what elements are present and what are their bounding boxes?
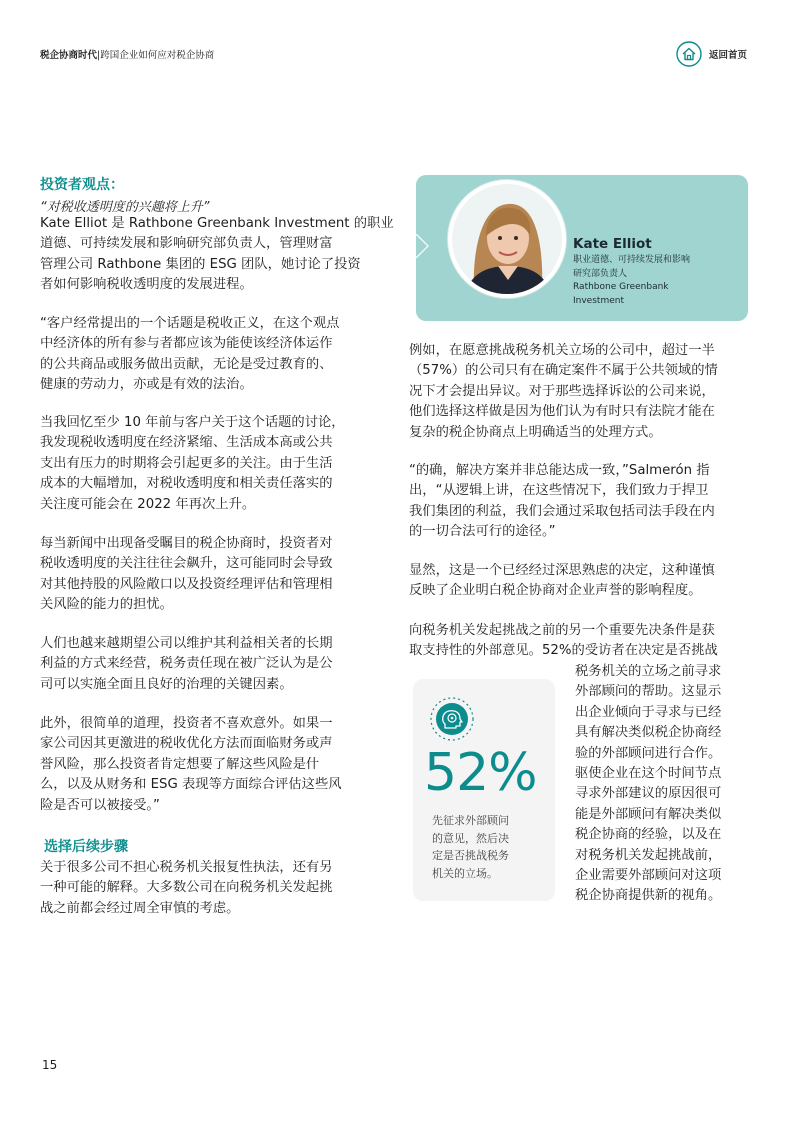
- right-wrap-text: 税务机关的立场之前寻求 外部顾问的帮助。这显示 出企业倾向于寻求与已经 具有解决类似税企协商经 验的外部顾问进行合作。 驱使企业在这个时间节点 寻求外部建议的原因很可 能是外部顾问有解决类似 税企协商的经验，以及在 对税务机关发起挑战前， 企业需要外部顾问对这项 税企协商提供新的视角。: [575, 664, 722, 904]
- stat-value: 52%: [424, 743, 537, 803]
- investor-paragraph-3: 当我回忆至少 10 年前与客户关于这个话题的讨论， 我发现税收透明度在经济紧缩、生活成本高或公共 支出有压力的时期将会引起更多的关注。由于生活 成本的大幅增加，对税收透明度和相关责任落实的 关注度可能会在 2022 年再次上升。: [40, 415, 345, 512]
- profile-name: Kate Elliot: [573, 236, 652, 252]
- investor-paragraph-4: 每当新闻中出现备受瞩目的税企协商时，投资者对 税收透明度的关注往往会飙升，这可能同时会导致 对其他持股的风险敞口以及投资经理评估和管理相 关风险的能力的担忧。: [40, 536, 333, 613]
- home-icon[interactable]: [676, 41, 702, 67]
- report-title: 税企协商时代: [40, 50, 98, 61]
- next-steps-heading: 选择后续步骤: [44, 839, 128, 855]
- home-link[interactable]: 返回首页: [709, 50, 748, 61]
- investor-paragraph-5: 人们也越来越期望公司以维护其利益相关者的长期 利益的方式来经营，税务责任现在被广泛认为是公 司可以实施全面且良好的治理的关键因素。: [40, 636, 333, 692]
- profile-role: 职业道德、可持续发展和影响 研究部负责人 Rathbone Greenbank Investment: [573, 255, 691, 306]
- investor-heading: 投资者观点：: [40, 177, 124, 193]
- investor-subtitle: “对税收透明度的兴趣将上升”: [40, 200, 210, 215]
- right-paragraph-3: 显然，这是一个已经经过深思熟虑的决定，这种谨慎 反映了企业明白税企协商对企业声誉的影响程度。: [409, 563, 715, 599]
- breadcrumb: [40, 47, 214, 61]
- head-target-icon: [428, 695, 474, 741]
- investor-paragraph-2: “客户经常提出的一个话题是税收正义，在这个观点 中经济体的所有参与者都应该为能使该经济体运作 的公共商品或服务做出贡献，无论是受过教育的、 健康的劳动力，亦或是有效的法治。: [40, 316, 340, 393]
- page-number: 15: [42, 1058, 58, 1072]
- card-pointer: [416, 234, 430, 258]
- right-paragraph-2: “的确，解决方案并非总能达成一致，”Salmerón 指 出，“从逻辑上讲，在这些情况下，我们致力于捍卫 我们集团的利益，我们会通过采取包括司法手段在内 的一切合法可行的途径。”: [409, 463, 715, 540]
- stat-description: 先征求外部顾问 的意见，然后决 定是否挑战税务 机关的立场。: [432, 814, 509, 880]
- right-paragraph-4: 向税务机关发起挑战之前的另一个重要先决条件是获 取支持性的外部意见。52%的受访者在决定是否挑战: [409, 623, 718, 659]
- next-steps-paragraph: 关于很多公司不担心税务机关报复性执法，还有另 一种可能的解释。大多数公司在向税务机关发起挑 战之前都会经过周全审慎的考虑。: [40, 860, 333, 916]
- report-subtitle: |跨国企业如何应对税企协商: [97, 50, 215, 61]
- right-paragraph-1: 例如，在愿意挑战税务机关立场的公司中，超过一半 （57%）的公司只有在确定案件不属于公共领域的情 况下才会提出异议。对于那些选择诉讼的公司来说， 他们选择这样做是因为他们认为有时只有法院才能在 复杂的税企协商点上明确适当的处理方式。: [409, 343, 718, 440]
- investor-paragraph-6: 此外，很简单的道理，投资者不喜欢意外。如果一 家公司因其更激进的税收优化方法而面临财务或声 誉风险，那么投资者肯定想要了解这些风险是什 么，以及从财务和 ESG 表现等方面综合评估这些风 险是否可以被接受。”: [40, 716, 342, 813]
- profile-photo: [448, 180, 566, 298]
- investor-paragraph-1: Kate Elliot 是 Rathbone Greenbank Investment 的职业 道德、可持续发展和影响研究部负责人，管理财富 管理公司 Rathbone 集团的 ESG 团队，她讨论了投资 者如何影响税收透明度的发展进程。: [40, 216, 394, 293]
